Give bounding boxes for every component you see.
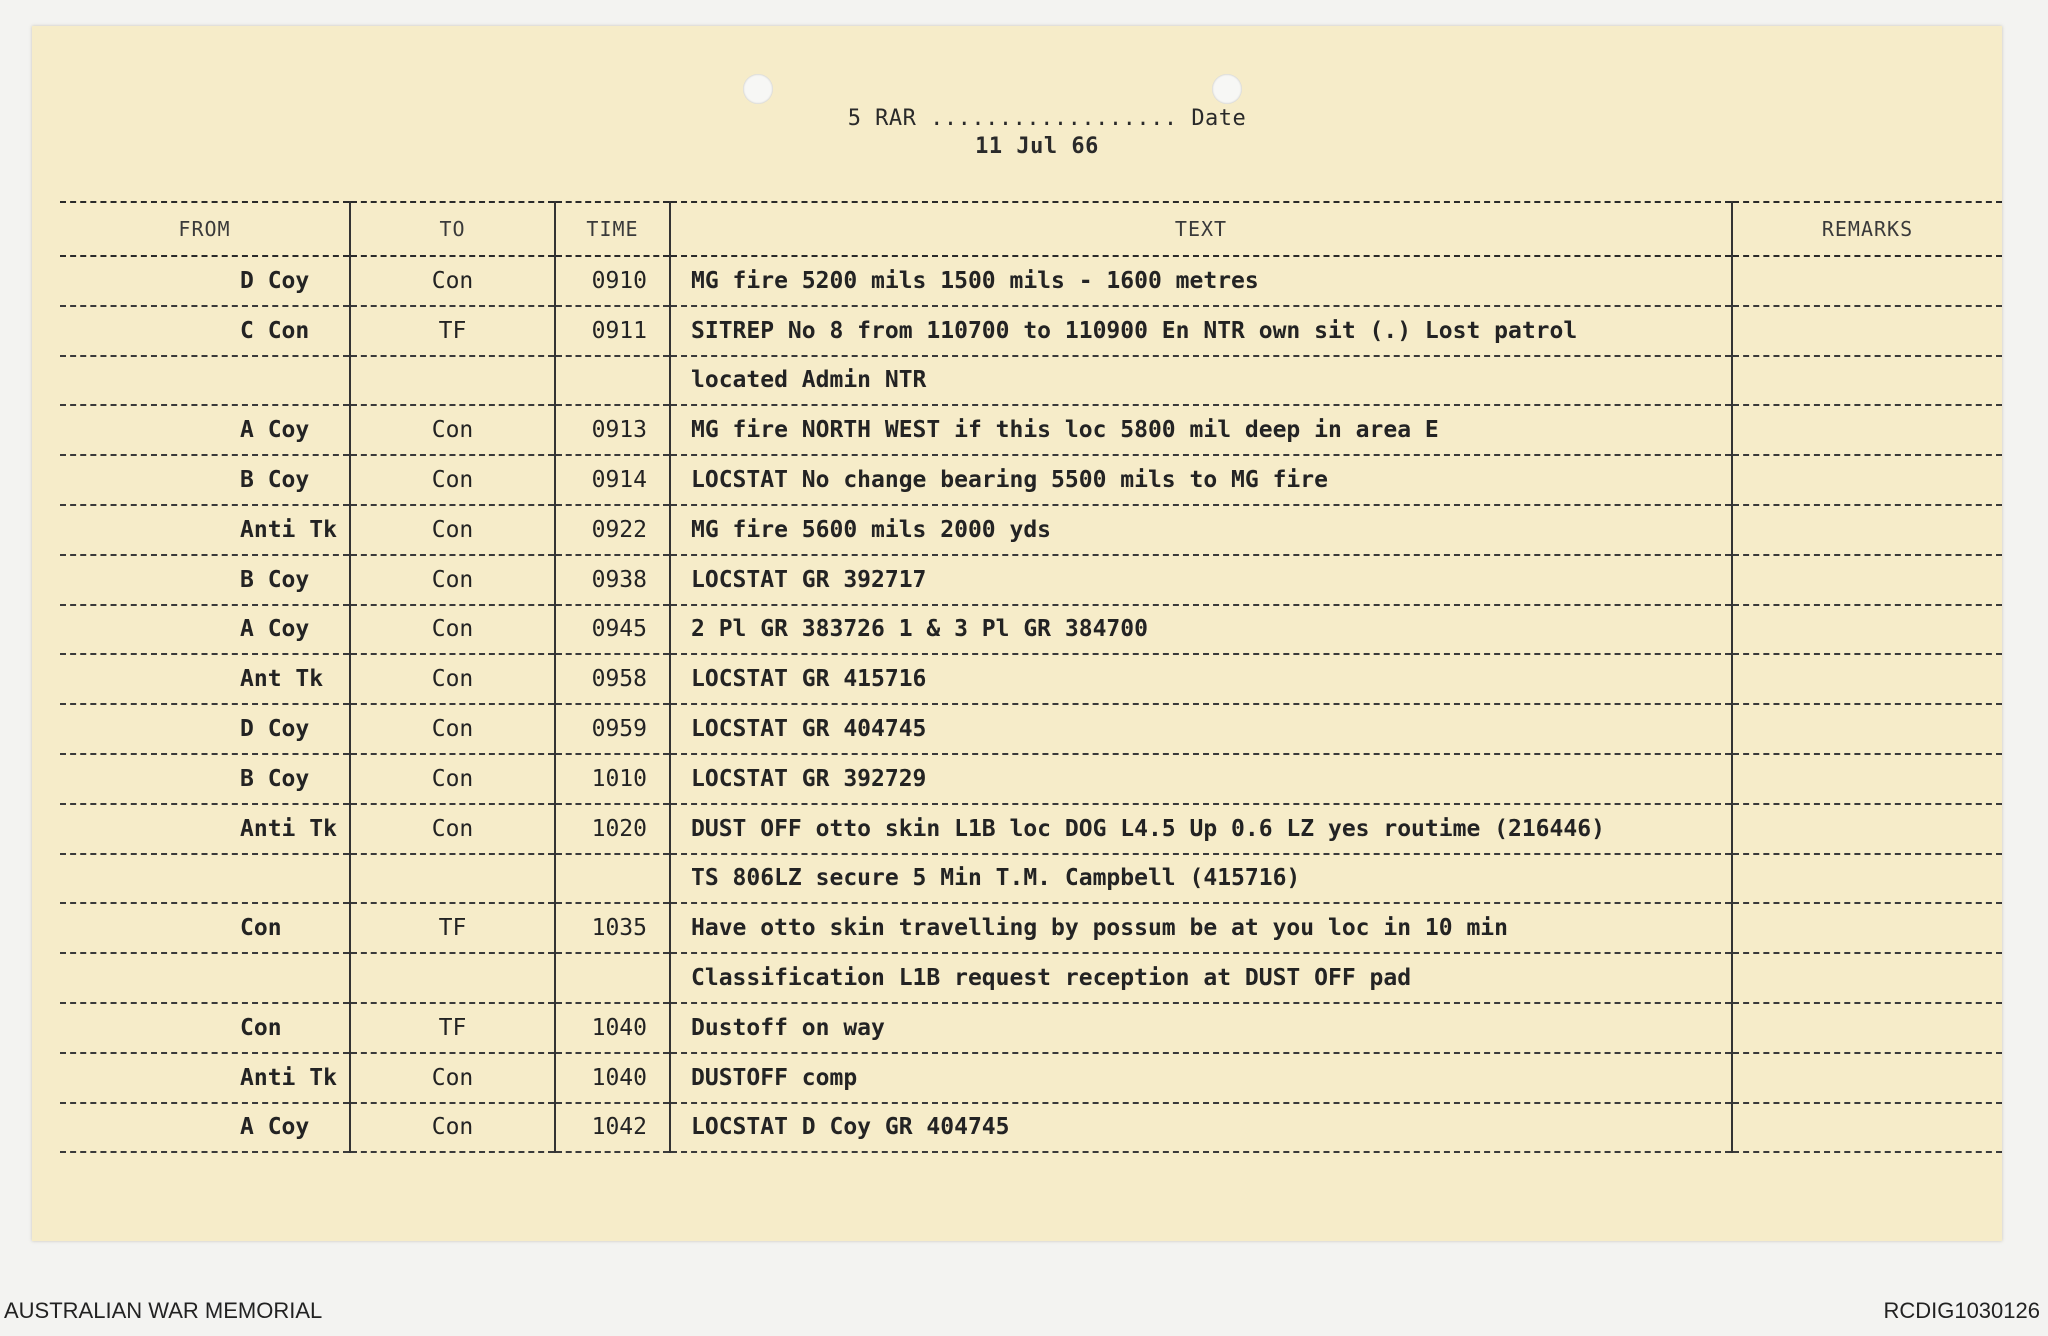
column-header-remarks: REMARKS xyxy=(1732,202,2002,256)
cell-remarks xyxy=(1732,854,2002,904)
table-row xyxy=(60,1103,2002,1153)
cell-from: Con xyxy=(60,1003,350,1053)
table-row xyxy=(60,704,2002,754)
cell-remarks xyxy=(1732,804,2002,854)
cell-text: SITREP No 8 from 110700 to 110900 En NTR own sit (.) Lost patrol xyxy=(670,306,1732,356)
cell-to xyxy=(350,854,555,904)
message-log-table xyxy=(60,201,2002,1153)
cell-remarks xyxy=(1732,903,2002,953)
cell-from: D Coy xyxy=(60,256,350,306)
archive-credit: AUSTRALIAN WAR MEMORIAL xyxy=(4,1298,323,1323)
cell-to: Con xyxy=(350,405,555,455)
cell-time: 0914 xyxy=(555,455,670,505)
cell-remarks xyxy=(1732,605,2002,655)
cell-text: DUST OFF otto skin L1B loc DOG L4.5 Up 0.6 LZ yes routime (216446) xyxy=(670,804,1732,854)
cell-time xyxy=(555,953,670,1003)
cell-from: Anti Tk xyxy=(60,505,350,555)
cell-remarks xyxy=(1732,654,2002,704)
table-row xyxy=(60,953,2002,1003)
table-row xyxy=(60,405,2002,455)
cell-text: DUSTOFF comp xyxy=(670,1053,1732,1103)
cell-remarks xyxy=(1732,256,2002,306)
cell-to: Con xyxy=(350,455,555,505)
cell-from: A Coy xyxy=(60,605,350,655)
cell-from: D Coy xyxy=(60,704,350,754)
cell-to: Con xyxy=(350,804,555,854)
cell-time: 0938 xyxy=(555,555,670,605)
cell-remarks xyxy=(1732,1053,2002,1103)
cell-to: Con xyxy=(350,654,555,704)
cell-to xyxy=(350,953,555,1003)
table-row xyxy=(60,505,2002,555)
cell-from: B Coy xyxy=(60,455,350,505)
cell-from xyxy=(60,356,350,406)
cell-text: LOCSTAT D Coy GR 404745 xyxy=(670,1103,1732,1153)
cell-text: Have otto skin travelling by possum be at you loc in 10 min xyxy=(670,903,1732,953)
cell-from: A Coy xyxy=(60,1103,350,1153)
cell-remarks xyxy=(1732,1003,2002,1053)
cell-remarks xyxy=(1732,356,2002,406)
cell-remarks xyxy=(1732,953,2002,1003)
cell-to: Con xyxy=(350,1103,555,1153)
cell-remarks xyxy=(1732,405,2002,455)
cell-to: TF xyxy=(350,306,555,356)
log-date: 11 Jul 66 xyxy=(975,134,1099,159)
cell-text: LOCSTAT GR 392729 xyxy=(670,754,1732,804)
cell-to: Con xyxy=(350,256,555,306)
table-row xyxy=(60,1053,2002,1103)
log-sheet xyxy=(32,26,2002,1241)
table-row xyxy=(60,804,2002,854)
table-row xyxy=(60,555,2002,605)
log-entries xyxy=(60,256,2002,1152)
cell-remarks xyxy=(1732,704,2002,754)
cell-time: 1020 xyxy=(555,804,670,854)
cell-time: 0945 xyxy=(555,605,670,655)
cell-time: 1040 xyxy=(555,1003,670,1053)
cell-to: Con xyxy=(350,605,555,655)
cell-remarks xyxy=(1732,1103,2002,1153)
table-row xyxy=(60,356,2002,406)
table-header-row xyxy=(60,202,2002,256)
unit-date-line: 5 RAR .................. Date xyxy=(847,106,1247,131)
cell-time: 0959 xyxy=(555,704,670,754)
cell-from: A Coy xyxy=(60,405,350,455)
cell-text: LOCSTAT GR 404745 xyxy=(670,704,1732,754)
cell-to: Con xyxy=(350,754,555,804)
cell-from xyxy=(60,953,350,1003)
cell-to: Con xyxy=(350,555,555,605)
document-id: RCDIG1030126 xyxy=(1883,1298,2040,1323)
cell-to: TF xyxy=(350,1003,555,1053)
cell-time: 1010 xyxy=(555,754,670,804)
cell-time: 1040 xyxy=(555,1053,670,1103)
cell-to: Con xyxy=(350,1053,555,1103)
table-row xyxy=(60,903,2002,953)
cell-text: MG fire 5600 mils 2000 yds xyxy=(670,505,1732,555)
column-header-text: TEXT xyxy=(670,202,1732,256)
cell-to: Con xyxy=(350,505,555,555)
cell-from xyxy=(60,854,350,904)
cell-text: located Admin NTR xyxy=(670,356,1732,406)
cell-time: 0922 xyxy=(555,505,670,555)
cell-remarks xyxy=(1732,306,2002,356)
column-header-to: TO xyxy=(350,202,555,256)
cell-text: Dustoff on way xyxy=(670,1003,1732,1053)
cell-from: Con xyxy=(60,903,350,953)
cell-to xyxy=(350,356,555,406)
cell-remarks xyxy=(1732,455,2002,505)
cell-text: MG fire 5200 mils 1500 mils - 1600 metres xyxy=(670,256,1732,306)
cell-remarks xyxy=(1732,555,2002,605)
cell-text: MG fire NORTH WEST if this loc 5800 mil deep in area E xyxy=(670,405,1732,455)
cell-text: LOCSTAT GR 392717 xyxy=(670,555,1732,605)
cell-from: Anti Tk xyxy=(60,1053,350,1103)
cell-from: B Coy xyxy=(60,555,350,605)
table-row xyxy=(60,256,2002,306)
cell-remarks xyxy=(1732,505,2002,555)
cell-time: 0913 xyxy=(555,405,670,455)
cell-from: C Con xyxy=(60,306,350,356)
cell-from: Anti Tk xyxy=(60,804,350,854)
cell-time: 1042 xyxy=(555,1103,670,1153)
table-row xyxy=(60,654,2002,704)
cell-text: LOCSTAT GR 415716 xyxy=(670,654,1732,704)
punch-hole-left xyxy=(743,74,773,104)
table-row xyxy=(60,1003,2002,1053)
cell-to: TF xyxy=(350,903,555,953)
cell-text: TS 806LZ secure 5 Min T.M. Campbell (415716) xyxy=(670,854,1732,904)
punch-hole-right xyxy=(1212,74,1242,104)
cell-time xyxy=(555,854,670,904)
column-header-from: FROM xyxy=(60,202,350,256)
table-row xyxy=(60,854,2002,904)
cell-time: 0910 xyxy=(555,256,670,306)
cell-time xyxy=(555,356,670,406)
table-row xyxy=(60,455,2002,505)
table-row xyxy=(60,754,2002,804)
cell-time: 1035 xyxy=(555,903,670,953)
cell-to: Con xyxy=(350,704,555,754)
cell-from: Ant Tk xyxy=(60,654,350,704)
cell-text: LOCSTAT No change bearing 5500 mils to MG fire xyxy=(670,455,1732,505)
table-row xyxy=(60,605,2002,655)
cell-remarks xyxy=(1732,754,2002,804)
cell-time: 0958 xyxy=(555,654,670,704)
cell-text: Classification L1B request reception at DUST OFF pad xyxy=(670,953,1732,1003)
table-row xyxy=(60,306,2002,356)
column-header-time: TIME xyxy=(555,202,670,256)
cell-text: 2 Pl GR 383726 1 & 3 Pl GR 384700 xyxy=(670,605,1732,655)
cell-from: B Coy xyxy=(60,754,350,804)
cell-time: 0911 xyxy=(555,306,670,356)
